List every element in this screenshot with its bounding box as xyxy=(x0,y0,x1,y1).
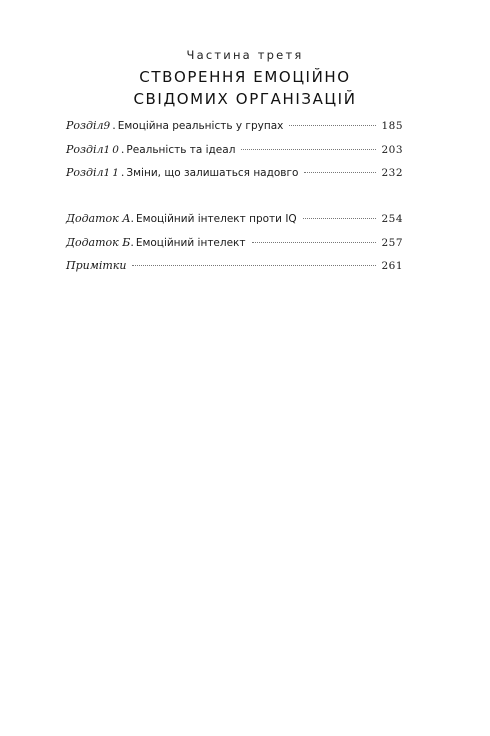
toc-entry-page: 185 xyxy=(381,120,403,132)
toc-entry-number: 11 xyxy=(103,167,121,179)
toc-entry-dot: . xyxy=(130,212,135,225)
part-title-line-2: СВІДОМИХ ОРГАНІЗАЦІЙ xyxy=(133,90,357,108)
toc-entry-prefix: Розділ xyxy=(66,143,104,156)
toc-entry-dot: . xyxy=(120,143,125,156)
toc-entry-page: 254 xyxy=(381,213,403,225)
toc-entry-prefix: Додаток Б xyxy=(66,236,131,249)
toc-entry-title: Зміни, що залишаться надовго xyxy=(126,167,299,179)
toc-entry-appendix-b[interactable] xyxy=(66,236,403,254)
toc-entry-notes[interactable] xyxy=(66,259,403,277)
toc-entry-chapter-10[interactable] xyxy=(66,143,403,161)
toc-entry-title: Емоційний інтелект xyxy=(135,237,246,249)
toc-entry-title: Емоційний інтелект проти IQ xyxy=(136,213,297,225)
toc-entry-page: 203 xyxy=(381,144,403,156)
toc-entry-appendix-a[interactable] xyxy=(66,212,403,230)
toc-entry-chapter-11[interactable] xyxy=(66,166,403,184)
toc-entry-prefix: Примітки xyxy=(66,259,127,272)
toc-entry-page: 261 xyxy=(381,260,403,272)
toc-leader-dots xyxy=(289,125,376,126)
toc-entry-page: 232 xyxy=(381,167,403,179)
toc-entry-dot: . xyxy=(130,236,134,249)
toc-entry-prefix: Розділ xyxy=(66,119,104,132)
toc-entry-prefix: Додаток А xyxy=(66,212,131,225)
toc-entry-dot: . xyxy=(112,119,116,132)
toc-entry-page: 257 xyxy=(381,237,403,249)
toc-entry-title: Емоційна реальність у групах xyxy=(117,120,284,132)
toc-leader-dots xyxy=(241,149,376,150)
toc-leader-dots xyxy=(252,242,377,243)
part-title xyxy=(0,66,490,110)
toc-entry-number: 10 xyxy=(103,144,121,156)
toc-entry-chapter-9[interactable] xyxy=(66,119,403,137)
toc-leader-dots xyxy=(132,265,376,266)
toc-leader-dots xyxy=(303,218,377,219)
toc-entry-title: Реальність та ідеал xyxy=(126,144,236,156)
toc-leader-dots xyxy=(304,172,376,173)
toc-entry-number: 9 xyxy=(103,120,113,132)
toc-entry-prefix: Розділ xyxy=(66,166,104,179)
toc-entry-dot: . xyxy=(120,166,125,179)
part-title-line-1: СТВОРЕННЯ ЕМОЦІЙНО xyxy=(139,68,351,86)
part-label: Частина третя xyxy=(186,48,304,62)
